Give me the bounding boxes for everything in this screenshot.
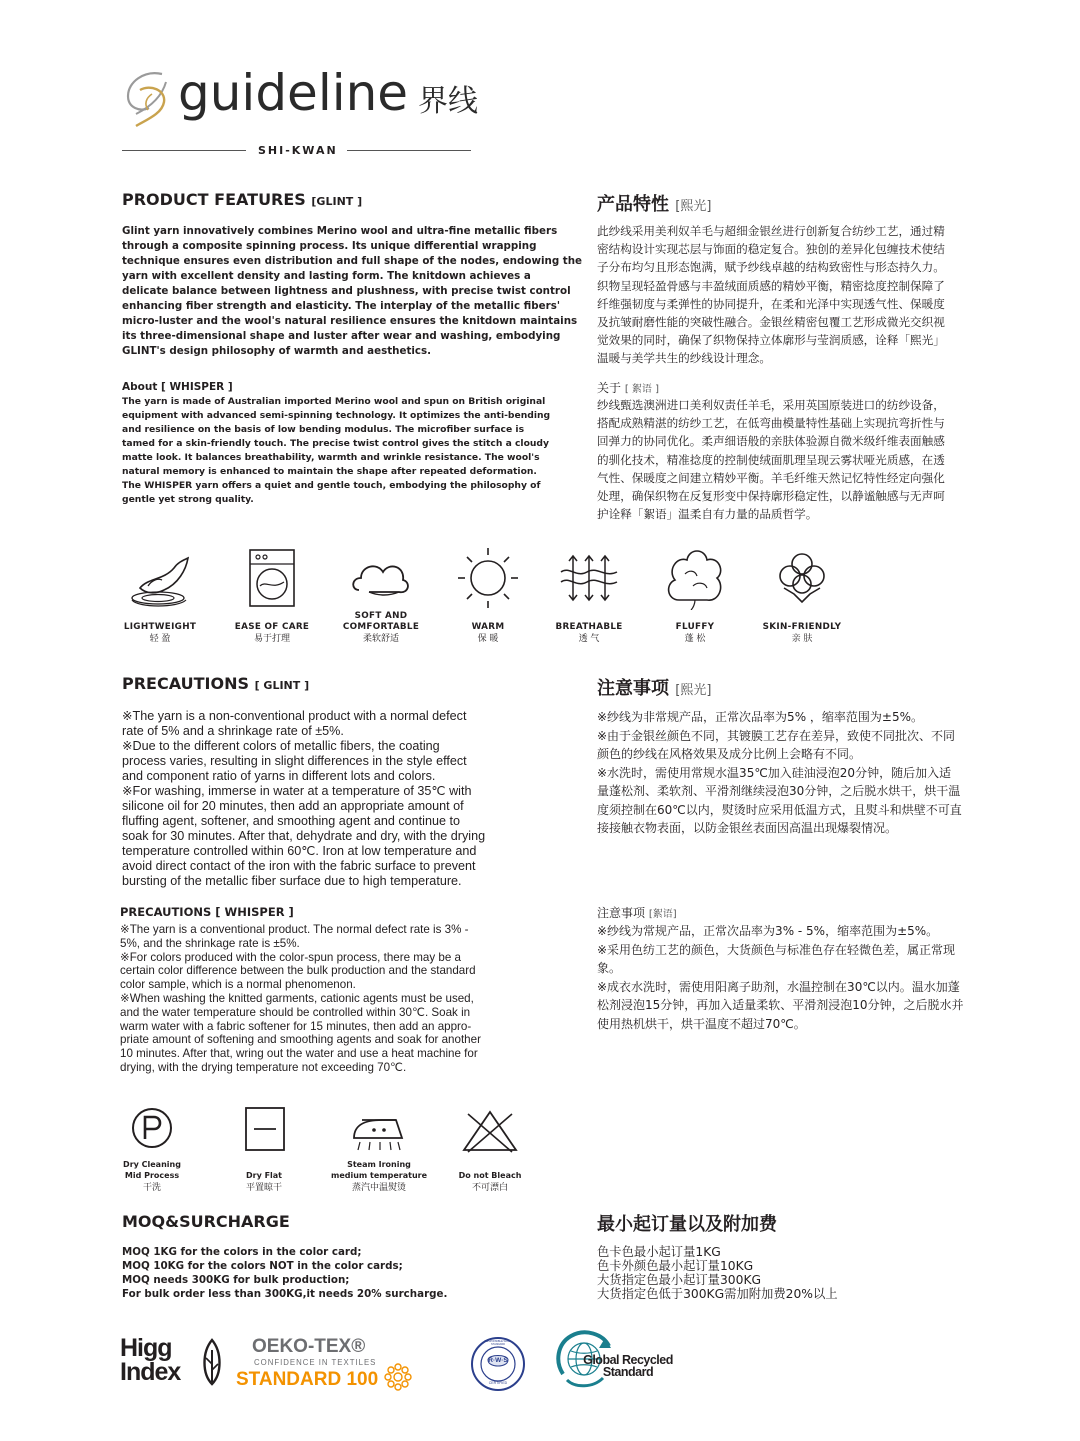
care-label-line: Mid Process xyxy=(124,1171,180,1180)
paragraph-line: 织物呈现轻盈骨感与丰盈绒面质感的精妙平衡，精密捻度控制保障了 xyxy=(597,278,945,293)
moq-list xyxy=(122,1245,562,1301)
whisper-about-title: About [ WHISPER ] xyxy=(122,381,233,393)
features-title-tag: [GLINT ] xyxy=(311,195,363,208)
brand-name-cn: 界线 xyxy=(418,84,478,119)
fluffy-cloud-icon xyxy=(663,544,727,610)
attribute-label: SKIN-FRIENDLY xyxy=(762,622,842,632)
attribute-label-cn: 易于打理 xyxy=(253,634,290,644)
care-label-cn: 蒸汽中温熨烫 xyxy=(351,1183,406,1193)
precaution-line: rate of 5% and a shrinkage rate of ±5%. xyxy=(122,724,344,738)
brand-tagline: SHI-KWAN xyxy=(258,144,338,157)
precaution-line: ※由于金银丝颜色不同，其镀膜工艺存在差异，致使不同批次、不同 xyxy=(597,728,956,743)
attribute-fluffy xyxy=(645,540,745,650)
care-dry-clean xyxy=(100,1100,204,1200)
moq-list-cn xyxy=(597,1245,1027,1301)
precaution-line: ※纱线为常规产品，正常次品率为3% - 5%，缩率范围为±5%。 xyxy=(597,924,939,938)
precautions-whisper-title: PRECAUTIONS [ WHISPER ] xyxy=(120,905,294,919)
precaution-line: ※The yarn is a conventional product. The normal defect rate is 3% - xyxy=(120,923,469,936)
cert-rws xyxy=(470,1336,526,1392)
precaution-line: fluffing agent, softener, and smoothing agent and continue to xyxy=(122,814,460,828)
care-label-line: medium temperature xyxy=(330,1171,428,1180)
grs-text xyxy=(573,1354,683,1378)
oeko-standard: STANDARD 100 xyxy=(236,1369,379,1390)
whisper-about-paragraph-cn xyxy=(597,396,1027,523)
attribute-lightweight xyxy=(110,540,210,650)
precaution-line: ※The yarn is a non-conventional product with a normal defect xyxy=(122,709,467,723)
precaution-line: ※成衣水洗时，需使用阳离子助剂，水温控制在30℃以内。温水加蓬 xyxy=(597,979,960,994)
precaution-line: and component ratio of yarns in different lots and colors. xyxy=(122,769,436,783)
precautions-title xyxy=(122,674,309,693)
paragraph-line: yarn with excellent density and lasting form. The knitdown achieves a xyxy=(122,270,531,282)
dry-flat-icon xyxy=(244,1106,286,1152)
precaution-line: soak for 30 minutes. After that, dehydrate and dry, with the drying xyxy=(122,829,486,843)
precautions-title-text: PRECAUTIONS xyxy=(122,674,249,693)
precaution-line: 接接触衣物表面，以防金银丝表面因高温出现爆裂情况。 xyxy=(597,821,898,835)
rws-ring-text: RESPONSIBLE WOOL STANDARD xyxy=(484,1340,512,1346)
paragraph-line: micro-luster and the wool's natural resilience ensures the knitdown maintains xyxy=(122,315,578,327)
grs-line-1: Global Recycled xyxy=(583,1353,673,1367)
attribute-label: BREATHABLE xyxy=(555,622,623,632)
care-dry-flat xyxy=(212,1100,316,1200)
guideline-swirl-icon xyxy=(122,68,176,128)
cloud-icon xyxy=(349,550,413,602)
precautions-title-tag: [ GLINT ] xyxy=(254,679,310,692)
care-label-cn: 干洗 xyxy=(142,1183,161,1193)
no-bleach-icon xyxy=(460,1108,520,1154)
steam-iron-icon xyxy=(348,1108,410,1152)
paragraph-line: 此纱线采用美利奴羊毛与超细金银丝进行创新复合纺纱工艺，通过精 xyxy=(597,224,945,238)
care-label xyxy=(320,1159,438,1181)
precaution-line: silicone oil for 20 minutes, then add an appropriate amount of xyxy=(122,799,464,813)
oeko-subtitle: CONFIDENCE IN TEXTILES xyxy=(254,1358,377,1367)
features-title-cn xyxy=(597,190,711,216)
paragraph-line: 处理，确保织物在反复形变中保持廓形稳定性，以静谧触感与无声呵 xyxy=(597,489,945,504)
higg-leaf-icon xyxy=(200,1338,224,1386)
higg-text xyxy=(120,1336,180,1384)
precaution-line: avoid direct contact of the iron with the fabric surface to prevent xyxy=(122,859,476,873)
whisper-about-title-cn-text: 关于 xyxy=(597,381,622,395)
paragraph-line: tamed for a skin-friendly touch. The precise twist control gives the stitch a cloudy xyxy=(122,438,549,449)
moq-title-cn: 最小起订量以及附加费 xyxy=(597,1214,777,1235)
precautions-glint-list xyxy=(122,709,548,889)
paragraph-line: 的驯化技术，精准捻度的控制使绒面肌理呈现云雾状哑光质感，在透 xyxy=(597,452,945,467)
paragraph-line: gentle yet strong quality. xyxy=(122,494,254,505)
attribute-label xyxy=(325,611,437,633)
cert-grs xyxy=(553,1328,683,1392)
paragraph-line: matte look. It balances breathability, warmth and wrinkle resistance. The wool's xyxy=(122,452,540,463)
features-title-text: PRODUCT FEATURES xyxy=(122,190,306,209)
care-label xyxy=(100,1159,204,1181)
precaution-line: priate amount of softening and smoothing agents and soak for another xyxy=(120,1033,481,1047)
attribute-label-cn: 透 气 xyxy=(578,634,600,644)
attribute-label: WARM xyxy=(471,622,505,632)
care-label xyxy=(212,1170,316,1181)
paragraph-line: 温暖与美学共生的纱线设计理念。 xyxy=(597,351,771,366)
features-glint-paragraph-cn xyxy=(597,222,1027,368)
moq-line: MOQ 10KG for the colors NOT in the color cards; xyxy=(122,1260,403,1272)
precaution-line: process varies, resulting in slight differences in the style effect xyxy=(122,754,467,768)
precautions-title-cn-tag: [熙光] xyxy=(675,683,712,698)
precaution-line: 量蓬松剂、柔软剂、平滑剂继续浸泡30分钟，之后脱水烘干，烘干温 xyxy=(597,784,961,798)
attribute-label-line: SOFT AND xyxy=(354,611,408,621)
paragraph-line: technique ensures even distribution and full shape of the nodes, endowing the xyxy=(122,255,583,267)
brand-name: guideline xyxy=(178,64,409,122)
precaution-line: 使用热机烘干，烘干温度不超过70℃。 xyxy=(597,1016,806,1031)
paragraph-line: 护诠释「絮语」温柔自有力量的品质哲学。 xyxy=(597,507,818,522)
moq-line: 大货指定色低于300KG需加附加费20%以上 xyxy=(597,1287,838,1301)
sun-icon xyxy=(456,546,520,610)
rws-sub-text: CERTIFIED xyxy=(488,1381,508,1385)
dry-clean-p-icon xyxy=(130,1106,174,1150)
paragraph-line: 及抗皱耐磨性能的突破性融合。金银丝精密包覆工艺形成微光交织视 xyxy=(597,315,945,330)
precaution-line: 5%, and the shrinkage rate is ±5%. xyxy=(120,936,300,950)
features-title xyxy=(122,190,362,209)
paragraph-line: 密结构设计实现芯层与饰面的稳定复合。独创的差异化包缠技术使结 xyxy=(597,242,945,257)
precaution-line: ※采用色纺工艺的颜色，大货颜色与标准色存在轻微色差，属正常现 xyxy=(597,942,956,957)
whisper-about-title-cn xyxy=(597,379,659,396)
precautions-title-cn xyxy=(597,674,711,700)
moq-title: MOQ&SURCHARGE xyxy=(122,1212,290,1231)
precautions-whisper-title-cn xyxy=(597,904,677,921)
brand-logo xyxy=(122,64,482,134)
moq-line: 色卡色最小起订量1KG xyxy=(597,1245,721,1259)
attribute-label-cn: 亲 肤 xyxy=(791,634,813,644)
precaution-line: 10 minutes. After that, wring out the water and use a heat machine for xyxy=(120,1047,478,1061)
higg-line-2: Index xyxy=(120,1358,181,1386)
oeko-flower-icon xyxy=(383,1362,413,1392)
paragraph-line: 气性、保暖度之间建立精妙平衡。羊毛纤维天然记忆特性经定向强化 xyxy=(597,470,945,485)
moq-line: MOQ needs 300KG for bulk production; xyxy=(122,1274,350,1286)
paragraph-line: natural memory is enhanced to maintain the shape after repeated deformation. xyxy=(122,466,537,477)
precaution-line: warm water with a fabric softener for 15 minutes, then add an appro- xyxy=(120,1019,472,1033)
paragraph-line: GLINT's design philosophy of warmth and aesthetics. xyxy=(122,345,432,357)
precaution-line: bursting of the metallic fiber surface due to high temperature. xyxy=(122,874,462,888)
attribute-label: EASE OF CARE xyxy=(234,622,310,632)
precaution-line: ※For washing, immerse in water at a temperature of 35℃ with xyxy=(122,784,472,798)
cert-higg-index xyxy=(118,1336,228,1392)
rws-center-text: R·W·S xyxy=(488,1357,508,1364)
paragraph-line: its three-dimensional shape and luster after wear and washing, embodying xyxy=(122,330,561,342)
paragraph-line: The yarn is made of Australian imported Merino wool and spun on British original xyxy=(122,396,546,407)
paragraph-line: and resilience on the basis of low bending modulus. The microfiber surface is xyxy=(122,424,525,435)
features-title-cn-tag: [熙光] xyxy=(675,199,712,214)
paragraph-line: delicate balance between lightness and plushness, with precise twist control xyxy=(122,285,571,297)
header-rule-left xyxy=(122,150,246,151)
cert-oeko-tex xyxy=(236,1336,436,1394)
care-label-line: Do not Bleach xyxy=(458,1171,522,1180)
attribute-label-cn: 蓬 松 xyxy=(684,634,706,644)
attribute-breathable xyxy=(539,540,639,650)
precaution-line: 象。 xyxy=(597,961,622,975)
care-steam-iron xyxy=(324,1100,434,1200)
attribute-icons-row xyxy=(110,540,970,650)
precaution-line: certain color difference between the bulk production and the standard xyxy=(120,964,476,978)
cotton-icon xyxy=(772,546,832,606)
paragraph-line: 纤维强韧度与柔弹性的协同提升，在柔和光泽中实现透气性、保暖度 xyxy=(597,296,945,311)
paragraph-line: enhancing fiber strength and elasticity. The interplay of the metallic fibers' xyxy=(122,300,560,312)
whisper-about-paragraph xyxy=(122,395,551,507)
paragraph-line: 回弹力的协同优化。柔声细语般的亲肤体验源自微米级纤维表面触感 xyxy=(597,434,945,449)
grs-line-2: Standard xyxy=(602,1365,654,1379)
care-label-line: Dry Cleaning xyxy=(123,1160,181,1169)
features-glint-paragraph xyxy=(122,224,583,359)
care-label-line: Dry Flat xyxy=(245,1171,282,1180)
care-label-cn: 平置晾干 xyxy=(245,1183,282,1193)
precaution-line: ※For colors produced with the color-spun process, there may be a xyxy=(120,950,461,964)
breath-icon xyxy=(557,552,621,604)
paragraph-line: equipment with advanced semi-spinning technology. It optimizes the anti-bending xyxy=(122,410,551,421)
oeko-title: OEKO-TEX® xyxy=(252,1336,366,1357)
precaution-line: color sample, which is a normal phenomenon. xyxy=(120,978,356,992)
care-label-cn: 不可漂白 xyxy=(471,1183,508,1193)
features-title-cn-text: 产品特性 xyxy=(597,194,669,215)
paragraph-line: 搭配成熟精湛的纺纱工艺，在低弯曲模量特性基础上实现抗弯折性与 xyxy=(597,416,945,431)
header-rule-right xyxy=(347,150,471,151)
attribute-label: LIGHTWEIGHT xyxy=(123,622,197,632)
precaution-line: and the water temperature should be controlled within 30℃. Soak in xyxy=(120,1005,471,1019)
washer-icon xyxy=(246,546,298,608)
attribute-label-cn: 保 暖 xyxy=(477,634,499,644)
whisper-about-title-cn-tag: [ 絮语 ] xyxy=(624,384,660,395)
attribute-skin-friendly xyxy=(752,540,852,650)
paragraph-line: The WHISPER yarn offers a quiet and gentle touch, embodying the philosophy of xyxy=(122,480,541,491)
precaution-line: ※水洗时，需使用常规水温35℃加入硅油浸泡20分钟，随后加入适 xyxy=(597,765,952,780)
precautions-whisper-title-cn-tag: [絮语] xyxy=(648,909,677,920)
feather-icon xyxy=(128,550,192,610)
precaution-line: ※Due to the different colors of metallic fibers, the coating xyxy=(122,739,440,753)
attribute-label-line: COMFORTABLE xyxy=(342,622,420,632)
care-label xyxy=(438,1170,542,1181)
paragraph-line: 觉效果的同时，确保了织物保持立体廓形与莹润质感，诠释「熙光」 xyxy=(597,333,945,348)
attribute-label-cn: 轻 盈 xyxy=(149,634,171,644)
attribute-label-cn: 柔软舒适 xyxy=(362,634,399,644)
care-label-line: Steam Ironing xyxy=(347,1160,411,1169)
precautions-glint-list-cn xyxy=(597,708,1027,838)
precaution-line: ※When washing the knitted garments, cationic agents must be used, xyxy=(120,991,474,1005)
precautions-whisper-list-cn xyxy=(597,922,1027,1033)
paragraph-line: through a composite spinning process. Its unique differential wrapping xyxy=(122,240,537,252)
precautions-whisper-title-cn-text: 注意事项 xyxy=(597,906,646,920)
attribute-warm xyxy=(438,540,538,650)
moq-line: 色卡外颜色最小起订量10KG xyxy=(597,1259,754,1273)
attribute-ease-of-care xyxy=(222,540,322,650)
precaution-line: ※纱线为非常规产品，正常次品率为5% ，缩率范围为±5%。 xyxy=(597,710,924,724)
precautions-whisper-list xyxy=(120,923,550,1075)
precaution-line: 度须控制在60℃以内，熨烫时应采用低温方式，且熨斗和烘壁不可直 xyxy=(597,802,962,817)
precautions-title-cn-text: 注意事项 xyxy=(597,678,669,699)
precaution-line: temperature controlled within 60℃. Iron at low temperature and xyxy=(122,844,477,858)
moq-line: 大货指定色最小起订量300KG xyxy=(597,1273,762,1287)
paragraph-line: Glint yarn innovatively combines Merino wool and ultra-fine metallic fibers xyxy=(122,225,558,237)
moq-line: MOQ 1KG for the colors in the color card; xyxy=(122,1246,362,1258)
precaution-line: 颜色的纱线在风格效果及成分比例上会略有不同。 xyxy=(597,747,862,761)
precaution-line: drying, with the drying temperature not exceeding 70℃. xyxy=(120,1060,407,1074)
care-no-bleach xyxy=(438,1100,542,1200)
care-icons-row xyxy=(100,1100,560,1200)
precaution-line: 松剂浸泡15分钟，再加入适量柔软、平滑剂浸泡10分钟，之后脱水并 xyxy=(597,998,964,1012)
attribute-soft xyxy=(331,540,431,650)
higg-line-1: Higg xyxy=(120,1334,172,1362)
attribute-label: FLUFFY xyxy=(675,622,715,632)
paragraph-line: 纱线甄选澳洲进口美利奴责任羊毛，采用英国原装进口的纺纱设备， xyxy=(597,398,945,412)
paragraph-line: 子分布均匀且形态饱满，赋予纱线卓越的结构致密性与形态持久力。 xyxy=(597,260,945,275)
moq-line: For bulk order less than 300KG,it needs 20% surcharge. xyxy=(122,1288,448,1300)
